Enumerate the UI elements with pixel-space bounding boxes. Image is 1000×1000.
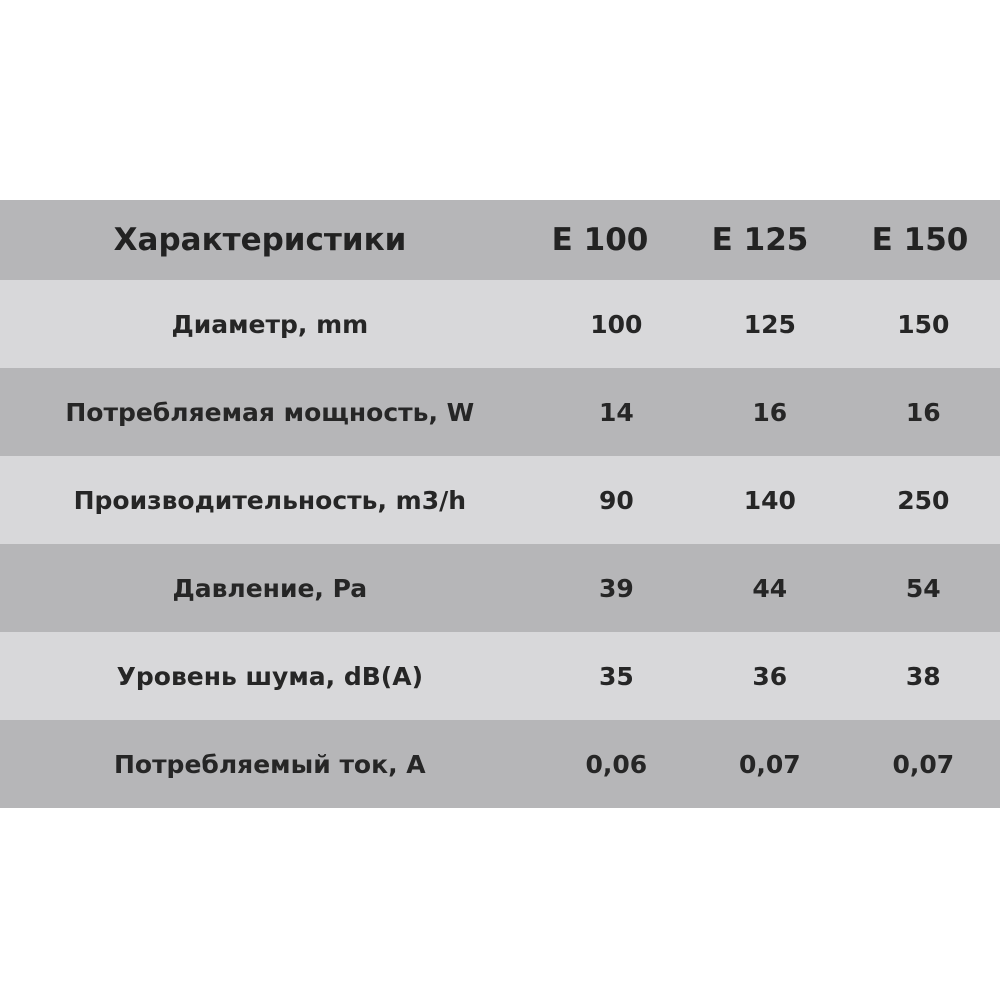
row-label: Производительность, m3/h xyxy=(73,485,467,515)
row-value: 44 xyxy=(752,573,788,603)
row-label: Уровень шума, dB(A) xyxy=(116,661,424,691)
row-value: 39 xyxy=(598,573,634,603)
row-value: 38 xyxy=(905,661,941,691)
table-row-noise xyxy=(0,632,1000,720)
row-value: 90 xyxy=(598,485,634,515)
row-value: 0,06 xyxy=(585,749,648,779)
header-model-e125: E 125 xyxy=(711,222,809,258)
spec-table xyxy=(0,200,1000,808)
row-label: Потребляемая мощность, W xyxy=(65,397,475,427)
row-label: Потребляемый ток, A xyxy=(113,749,426,779)
table-row-capacity xyxy=(0,456,1000,544)
table-header-row xyxy=(0,200,1000,280)
row-value: 36 xyxy=(752,661,788,691)
row-value: 150 xyxy=(897,309,950,339)
row-value: 16 xyxy=(905,397,941,427)
row-label: Давление, Pa xyxy=(172,573,368,603)
row-value: 125 xyxy=(743,309,796,339)
table-row-current xyxy=(0,720,1000,808)
row-label: Диаметр, mm xyxy=(171,309,369,339)
header-model-e100: E 100 xyxy=(551,222,649,258)
header-model-e150: E 150 xyxy=(871,222,969,258)
row-value: 35 xyxy=(598,661,634,691)
row-value: 100 xyxy=(590,309,643,339)
table-row-power xyxy=(0,368,1000,456)
row-value: 54 xyxy=(905,573,941,603)
row-value: 16 xyxy=(752,397,788,427)
table-row-diameter xyxy=(0,280,1000,368)
row-value: 250 xyxy=(897,485,950,515)
row-value: 0,07 xyxy=(892,749,955,779)
row-value: 140 xyxy=(743,485,796,515)
header-label: Характеристики xyxy=(113,222,407,258)
row-value: 0,07 xyxy=(738,749,801,779)
table-row-pressure xyxy=(0,544,1000,632)
row-value: 14 xyxy=(598,397,634,427)
